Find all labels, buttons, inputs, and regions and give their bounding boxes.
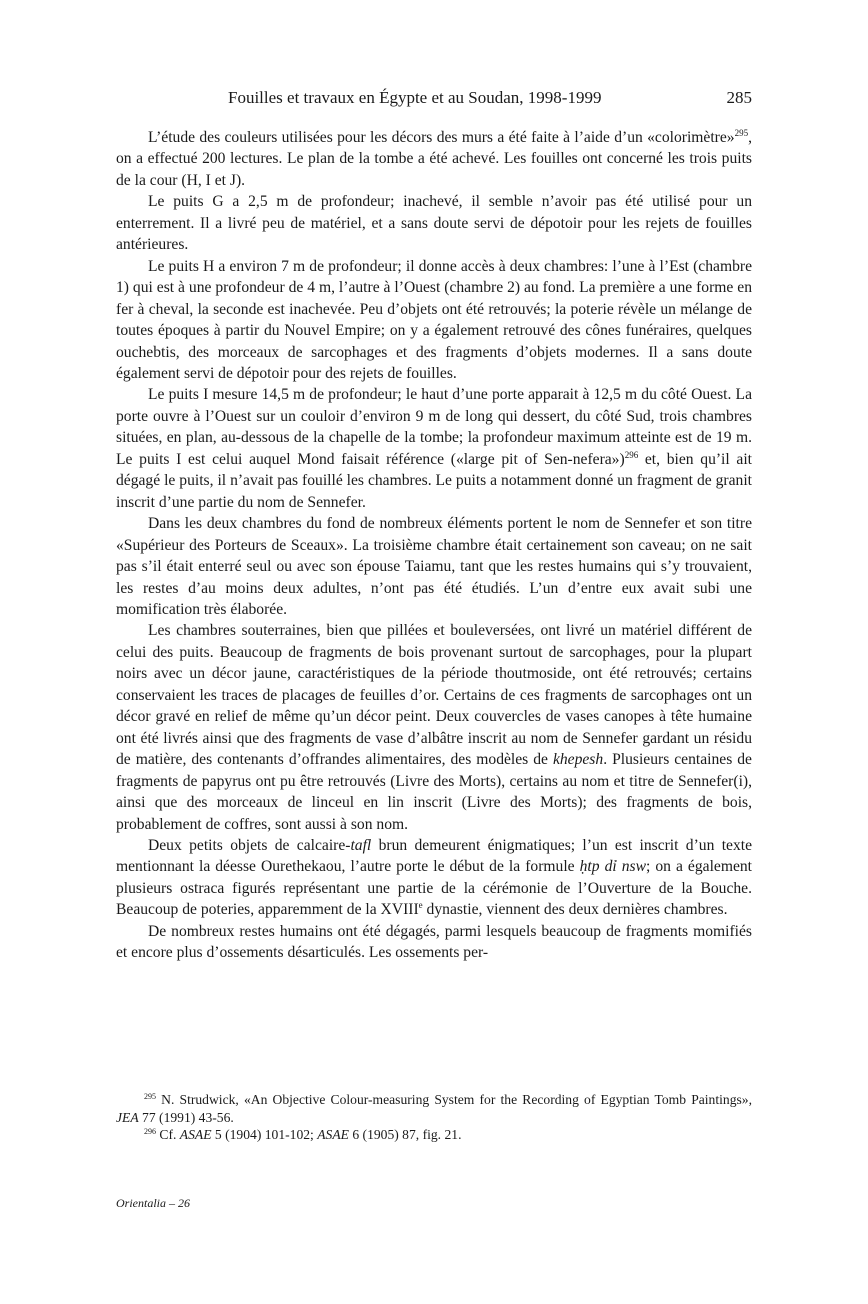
text-run: Cf. [156,1127,180,1142]
text-run: Le puits H a environ 7 m de profondeur; il donne accès à deux chambres: l’une à l’Est (chambre 1) qui est à une profondeur de 4 m, l’autre à l’Ouest (chambre 2) au fond. La première a une forme en fer à cheval, la seconde est inachevée. Peu d’objets ont été retrouvés; la poterie révèle un mélange de toutes époques à partir du Nouvel Empire; on y a également retrouvé des cônes funéraires, quelques ouchebtis, des morceaux de sarcophages et des fragments d’objets modernes. Il a sans doute également servi de dépotoir pour des rejets de fouilles. [116,257,752,382]
text-run: Les chambres souterraines, bien que pillées et bouleversées, ont livré un matériel différent de celui des puits. Beaucoup de fragments de bois provenant surtout de sarcophages, pour la plupart noirs avec un décor jaune, caractéristiques de la période thoutmoside, ont été retrouvés; certains conservaient les traces de placages de feuilles d’or. Certains de ces fragments de sarcophages ont un décor gravé en relief de même qu’un décor peint. Deux couvercles de vases canopes à tête humaine ont été livrés ainsi que des fragments de vase d’albâtre inscrit au nom de Sennefer gardant un résidu de matière, des contenants d’offrandes alimentaires, des modèles de [116,622,752,769]
page-number: 285 [726,88,752,107]
italic-text: khepesh [552,751,604,769]
paragraph [116,620,752,835]
paragraph [116,256,752,385]
italic-text: JEA [116,1109,139,1125]
text-run: N. Strudwick, «An Objective Colour-measuring System for the Recording of Egyptian Tomb Paintings», [156,1092,752,1107]
footnote [116,1091,752,1126]
text-run: Dans les deux chambres du fond de nombreux éléments portent le nom de Sennefer et son titre «Supérieur des Porteurs de Sceaux». La troisième chambre était certainement son caveau; on ne sait pas s’il était enterré seul ou avec son épouse Taiamu, tant que les restes humains qui s’y trouvaient, les restes d’au moins deux adultes, n’ont pas été étudiés. L’un d’entre eux avait subi une momification très élaborée. [116,515,752,618]
running-header [116,88,752,112]
body-text [116,127,752,964]
footnote-reference: e [418,900,423,911]
paragraph [116,191,752,255]
footnote-number: 295 [144,1092,156,1101]
signature-mark: Orientalia – 26 [116,1196,190,1210]
italic-text: ḥtp dỉ nsw [579,858,646,876]
text-run: brun demeurent énigmatiques; l’un est inscrit d’un texte mentionnant la déesse Ourethekaou, l’autre porte le début de la formule [116,836,752,876]
footnote-number: 296 [144,1127,156,1136]
paragraph [116,127,752,191]
paragraph [116,384,752,513]
footnote [116,1126,752,1144]
text-run: Le puits G a 2,5 m de profondeur; inachevé, il semble n’avoir pas été utilisé pour un enterrement. Il a livré peu de matériel, et a sans doute servi de dépotoir pour les rejets de fouilles antérieures. [116,193,752,254]
text-run: et, bien qu’il ait dégagé le puits, il n’avait pas fouillé les chambres. Le puits a notamment donné un fragment de granit inscrit d’une partie du nom de Sennefer. [116,450,753,511]
text-run: ; on a également plusieurs ostraca figurés représentant une partie de la cérémonie de l’Ouverture de la Bouche. Beaucoup de poteries, apparemment de la XVIII [116,858,753,919]
paragraph [116,513,752,620]
text-run: 77 (1991) 43-56. [138,1109,234,1125]
italic-text: ASAE [179,1127,212,1142]
text-run: De nombreux restes humains ont été dégagés, parmi lesquels beaucoup de fragments momifiés et encore plus d’ossements désarticulés. Les ossements per- [116,922,752,962]
text-run: 5 (1904) 101-102; [211,1127,318,1142]
text-run: Deux petits objets de calcaire- [148,836,351,854]
text-run: dynastie, viennent des deux dernières chambres. [422,901,728,919]
text-run: 6 (1905) 87, fig. 21. [348,1127,462,1142]
text-run: . Plusieurs centaines de fragments de papyrus ont pu être retrouvés (Livre des Morts), certains au nom et titre de Sennefer(i), ainsi que des morceaux de linceul en lin inscrit (Livre des Morts); des fragments de bois, probablement de coffres, sont aussi à son nom. [116,751,752,833]
footnotes [116,1091,752,1144]
italic-text: tafl [350,836,372,854]
paragraph [116,921,752,964]
text-run: Le puits I mesure 14,5 m de profondeur; le haut d’une porte apparait à 12,5 m du côté Ouest. La porte ouvre à l’Ouest sur un couloir d’environ 9 m de long qui dessert, du côté Sud, trois chambres situées, en plan, au-dessous de la chapelle de la tombe; la profondeur maximum atteinte est de 19 m. Le puits I est celui auquel Mond faisait référence («large pit of Sen-nefera») [116,386,752,468]
running-title: Fouilles et travaux en Égypte et au Soudan, 1998-1999 [228,88,602,107]
text-run: , on a effectué 200 lectures. Le plan de la tombe a été achevé. Les fouilles ont concerné les trois puits de la cour (H, I et J). [116,129,752,189]
footnote-reference: 295 [734,128,749,138]
italic-text: ASAE [317,1127,349,1142]
text-run: L’étude des couleurs utilisées pour les décors des murs a été faite à l’aide d’un «colorimètre» [148,129,735,146]
paragraph [116,835,752,921]
footnote-reference: 296 [624,449,639,460]
